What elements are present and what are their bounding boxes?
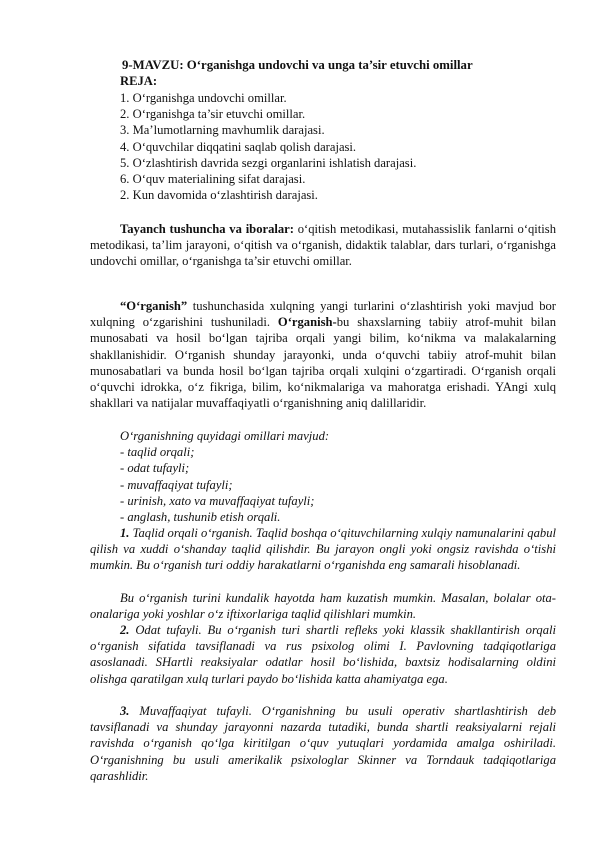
plan-item: 1. O‘rganishga undovchi omillar. [120,91,287,105]
factors-list [120,428,329,525]
plan-item: 5. O‘zlashtirish davrida sezgi organlarini ishlatish darajasi. [120,155,417,170]
factor-item: - taqlid orqali; [120,445,195,460]
factor-item: - anglash, tushunib etish orqali. [120,509,281,524]
keywords-paragraph [90,221,556,270]
factor-1-example-text: Bu o‘rganish turini kundalik hayotda ham kuzatish mumkin. Masalan, bolalar ota-onalariga yoki yoshlar o‘z iftixorlariga taqlid qilishlari mumkin. [90,591,556,622]
definition-text-2: bu shaxslarning tabiiy atrof-muhit bilan munosabati va hosil bo‘lgan tajriba orqali yangi bilim, ko‘nikma va malakalarning shakllanishidir. O‘rganish shunday jarayonki, unda o‘quvchi tabiiy atrof-muhit bilan munosabatlari va bunda hosil bo‘lgan tajriba orqali xulqini o‘zgartiradi. O‘rganish orqali o‘quvchi idrokka, o‘z fikriga, bilim, ko‘nikmalariga va mahoratga erishadi. YAngi xulq shakllari va natijalar muvaffaqiyatli o‘rganishning aniq dalillaridir. [90,315,556,411]
keywords-text: o‘qitish metodikasi, mutahassislik fanlarni o‘qitish metodikasi, ta’lim jarayoni, o‘qitish va o‘rganish, didaktik talablar, dars turlari, o‘rganishga undovchi omillar, o‘rganishga ta’sir etuvchi omillar. [90,222,557,269]
factor-1-paragraph [90,525,556,574]
factor-2-paragraph [90,622,556,687]
factor-2-text: Odat tufayli. Bu o‘rganish turi shartli refleks yoki klassik shakllantirish orqali o‘rganish sifatida tavsiflanadi va rus psixolog olimi I. Pavlovning tadqiqotlariga asoslanadi. SHartli reaksiyalar odatlar hosil bo‘lishida, baxtsiz hodisalarning oldini olishga qaratilgan xulq turlari paydo bo‘lishida katta ahamiyatga ega. [90,623,556,686]
plan-item: 6. O‘quv materialining sifat darajasi. [120,171,306,186]
factor-1-example-paragraph [90,590,556,622]
keywords-label: Tayanch tushuncha va iboralar: [120,222,294,236]
plan-heading: REJA: [120,74,158,88]
definition-text-1: tushunchasida xulqning yangi turlarini o‘zlashtirish yoki mavjud bor xulqning o‘zgarishini tushuniladi. [90,299,556,330]
factor-item: - odat tufayli; [120,461,190,476]
factor-3-paragraph [90,703,556,784]
plan-list [120,90,416,203]
factor-item: - urinish, xato va muvaffaqiyat tufayli; [120,493,315,508]
definition-term: “O‘rganish” [120,299,188,313]
plan-item: 2. Kun davomida o‘zlashtirish darajasi. [120,188,318,203]
factor-item: - muvaffaqiyat tufayli; [120,477,233,492]
factor-1-number: 1. [120,526,130,540]
factors-intro: O‘rganishning quyidagi omillari mavjud: [120,429,330,443]
factor-2-number: 2. [120,623,130,637]
plan-item: 3. Ma’lumotlarning mavhumlik darajasi. [120,123,325,138]
plan-item: 4. O‘quvchilar diqqatini saqlab qolish darajasi. [120,139,357,154]
definition-term-2: O‘rganish- [277,315,337,330]
plan-item: 2. O‘rganishga ta’sir etuvchi omillar. [120,107,306,122]
factor-3-number: 3. [120,704,130,718]
factor-3-text: Muvaffaqiyat tufayli. O‘rganishning bu usuli operativ shartlashtirish deb tavsiflanadi va shunday jarayonni nazarda tutadiki, bunda shartli reaksiyalarni rejali ravishda o‘rganish qo‘lga kiritilgan o‘quv yutuqlari yordamida amalga oshiriladi. O‘rganishning bu usuli amerikalik psixologlar Skinner va Torndauk tadqiqotlariga qarashlidir. [90,704,556,783]
definition-paragraph [90,298,556,411]
factor-1-text: Taqlid orqali o‘rganish. Taqlid boshqa o‘qituvchilarning xulqiy namunalarini qabul qilish va xuddi o‘shanday taqlid qilishdir. Bu jarayon ongli yoki ongsiz ravishda o‘tishi mumkin. Bu o‘rganish turi oddiy harakatlarni o‘rganishda eng samarali hisoblanadi. [90,526,556,573]
page-title: 9-MAVZU: O‘rganishga undovchi va unga ta’sir etuvchi omillar [122,58,473,72]
